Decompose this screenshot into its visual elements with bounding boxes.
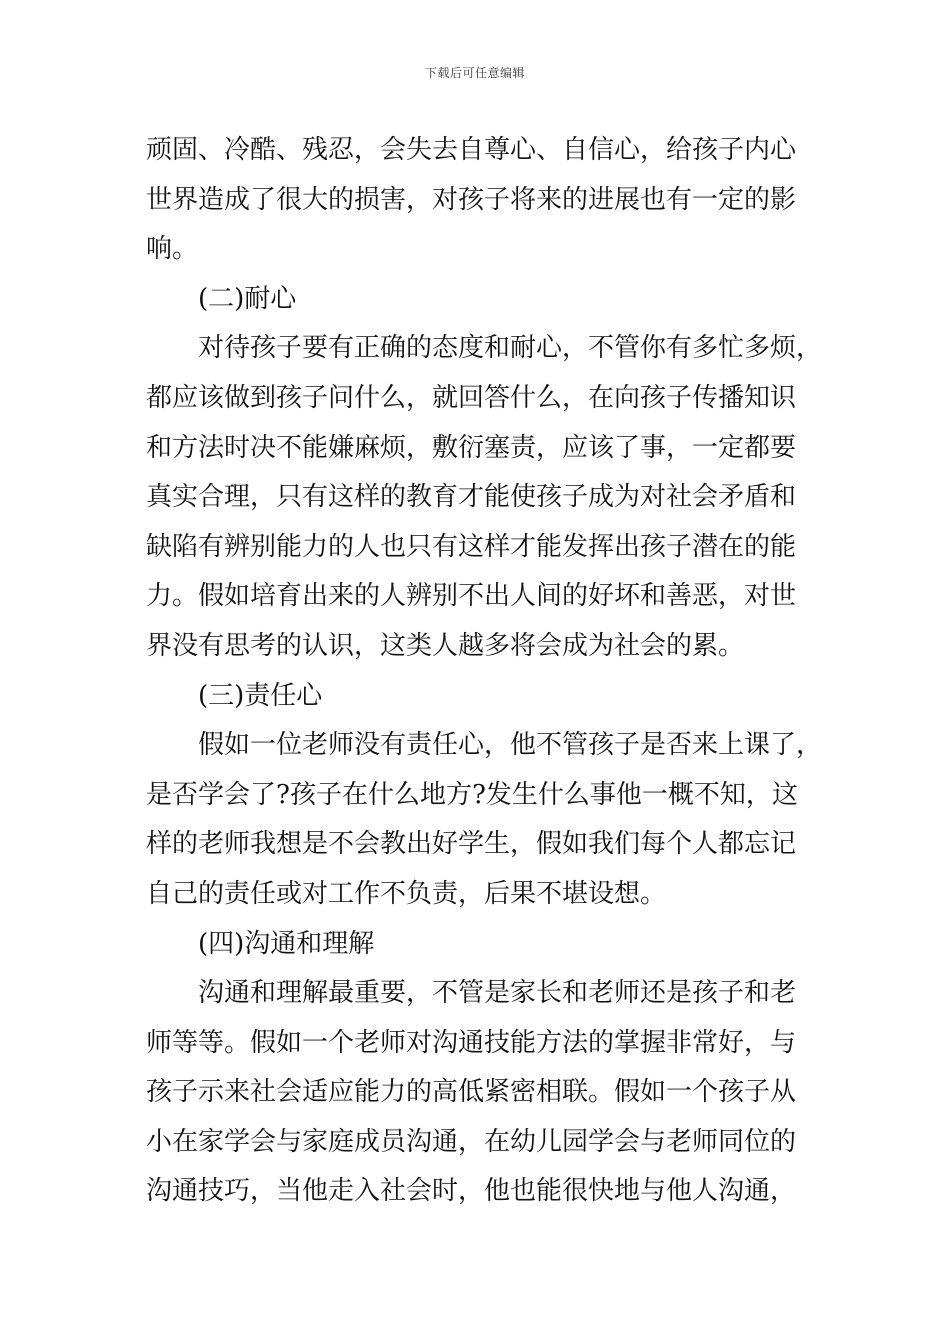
paragraph-line: 缺陷有辨别能力的人也只有这样才能发挥出孩子潜在的能 <box>146 531 797 562</box>
paragraph-line-indented: (四)沟通和理解 <box>198 928 375 959</box>
paragraph-line: 和方法时决不能嫌麻烦，敷衍塞责，应该了事，一定都要 <box>146 432 797 463</box>
paragraph-line: 都应该做到孩子问什么，就回答什么，在向孩子传播知识 <box>146 382 797 413</box>
paragraph-line: 顽固、冷酷、残忍，会失去自尊心、自信心，给孩子内心 <box>146 135 797 165</box>
paragraph-line: 界没有思考的认识，这类人越多将会成为社会的累。 <box>146 630 745 661</box>
paragraph-line: 真实合理，只有这样的教育才能使孩子成为对社会矛盾和 <box>146 482 797 513</box>
paragraph-line: 孩子示来社会适应能力的高低紧密相联。假如一个孩子从 <box>146 1077 797 1108</box>
paragraph-line-indented: 假如一位老师没有责任心，他不管孩子是否来上课了， <box>198 730 823 761</box>
paragraph-line-indented: 沟通和理解最重要，不管是家长和老师还是孩子和老 <box>198 978 797 1009</box>
paragraph-line: 样的老师我想是不会教出好学生，假如我们每个人都忘记 <box>146 829 797 860</box>
paragraph-line: 是否学会了?孩子在什么地方?发生什么事他一概不知，这 <box>146 779 798 810</box>
page-header: 下载后可任意编辑 <box>424 66 525 80</box>
paragraph-line-indented: (三)责任心 <box>198 680 323 711</box>
paragraph-line: 力。假如培育出来的人辨别不出人间的好坏和善恶，对世 <box>146 581 797 612</box>
paragraph-line: 小在家学会与家庭成员沟通，在幼儿园学会与老师同位的 <box>146 1126 797 1157</box>
paragraph-line: 世界造成了很大的损害，对孩子将来的进展也有一定的影 <box>146 184 797 215</box>
document-body <box>146 126 823 1217</box>
paragraph-line: 响。 <box>146 234 199 265</box>
paragraph-line: 自己的责任或对工作不负责，后果不堪设想。 <box>146 878 667 909</box>
paragraph-line: 沟通技巧，当他走入社会时，他也能很快地与他人沟通， <box>146 1176 797 1207</box>
paragraph-line-indented: (二)耐心 <box>198 283 297 314</box>
paragraph-line: 师等等。假如一个老师对沟通技能方法的掌握非常好，与 <box>146 1027 797 1058</box>
paragraph-line-indented: 对待孩子要有正确的态度和耐心，不管你有多忙多烦， <box>198 333 823 364</box>
